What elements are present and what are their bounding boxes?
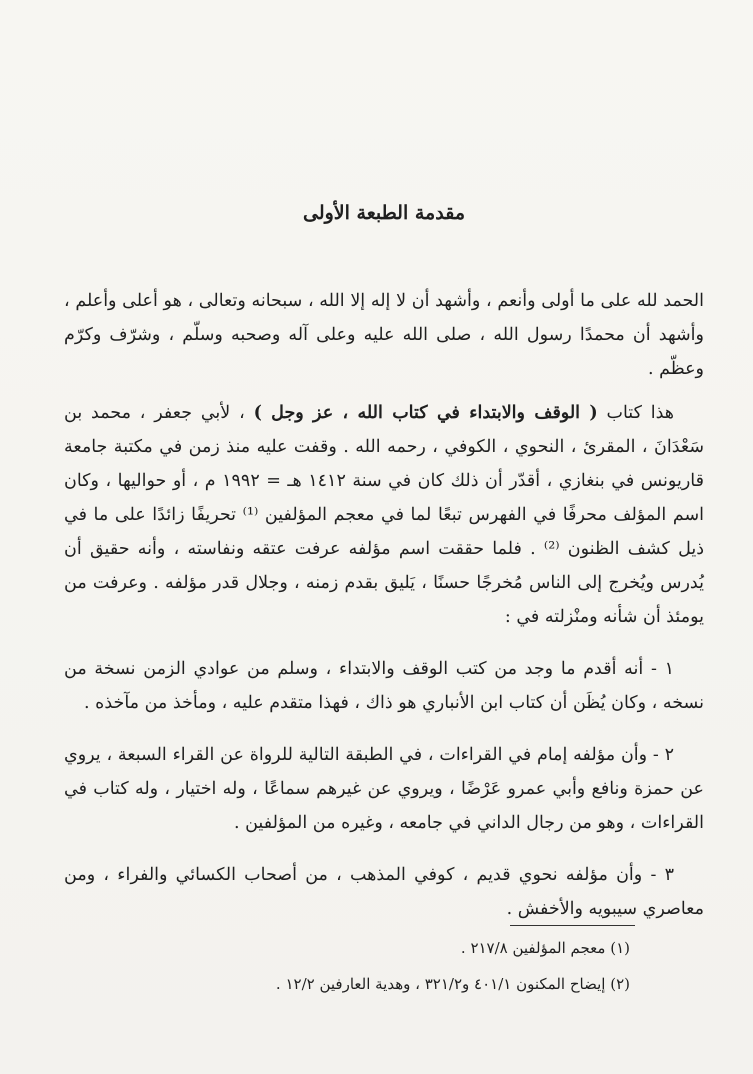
- show-through-text: [120, 120, 124, 142]
- footnote-2: (٢) إيضاح المكنون ٤٠١/١ و٣٢١/٢ ، وهدية العارفين ١٢/٢ .: [275, 975, 630, 993]
- point-two-paragraph: ٢ - وأن مؤلفه إمام في القراءات ، في الطبقة التالية للرواة عن القراء السبعة ، يروي عن حمزة ونافع وأبي عمرو عَرْضًا ، ويروي عن غيرهم سماعًا ، وله اختيار ، وله كتاب في القراءات ، وهو من رجال الداني في جامعه ، وغيره من المؤلفين .: [64, 745, 704, 833]
- book-intro-paragraph: [64, 396, 704, 634]
- intro-lead: هذا كتاب: [597, 403, 674, 423]
- footnotes: [90, 930, 630, 1002]
- intro-rest: ، لأبي جعفر ، محمد بن سَعْدَانَ ، المقرئ ، النحوي ، الكوفي ، رحمه الله . وقفت عليه منذ زمن في مكتبة جامعة قاريونس في بنغازي ، أقدّر أن ذلك كان في سنة ١٤١٢ هـ = ١٩٩٢ م ، أو حواليها ، وكان اسم المؤلف محرفًا في الفهرس تبعًا لما في معجم المؤلفين ⁽¹⁾ تحريفًا زائدًا على ما في ذيل كشف الظنون ⁽²⁾ . فلما حققت اسم مؤلفه عرفت عتقه ونفاسته ، وأنه حقيق أن يُدرس ويُخرج إلى الناس مُخرجًا حسنًا ، يَليق بقدم زمنه ، وجلال قدر مؤلفه . وعرفت من يومئذ أن شأنه ومنْزلته في :: [64, 403, 705, 627]
- point-one-paragraph: ١ - أنه أقدم ما وجد من كتب الوقف والابتداء ، وسلم من عوادي الزمن نسخة من نسخه ، وكان يُظَن أن كتاب ابن الأنباري هو ذاك ، فهذا متقدم عليه ، ومأخذ من مآخذه .: [64, 659, 704, 713]
- book-title: ( الوقف والابتداء في كتاب الله ، عز وجل ): [253, 403, 598, 423]
- page-title: مقدمة الطبعة الأولى: [302, 202, 465, 224]
- footnote-divider: [510, 925, 635, 926]
- page-content: [64, 196, 704, 926]
- footnote-1: (١) معجم المؤلفين ٢١٧/٨ .: [460, 939, 630, 957]
- opening-paragraph: الحمد لله على ما أولى وأنعم ، وأشهد أن لا إله إلا الله ، سبحانه وتعالى ، هو أعلى وأعلم ، وأشهد أن محمدًا رسول الله ، صلى الله عليه وعلى آله وصحبه وسلّم ، وشرّف وكرّم وعظّم .: [64, 291, 704, 379]
- point-three-paragraph: ٣ - وأن مؤلفه نحوي قديم ، كوفي المذهب ، من أصحاب الكسائي والفراء ، ومن معاصري سيبويه والأخفش .: [64, 865, 704, 919]
